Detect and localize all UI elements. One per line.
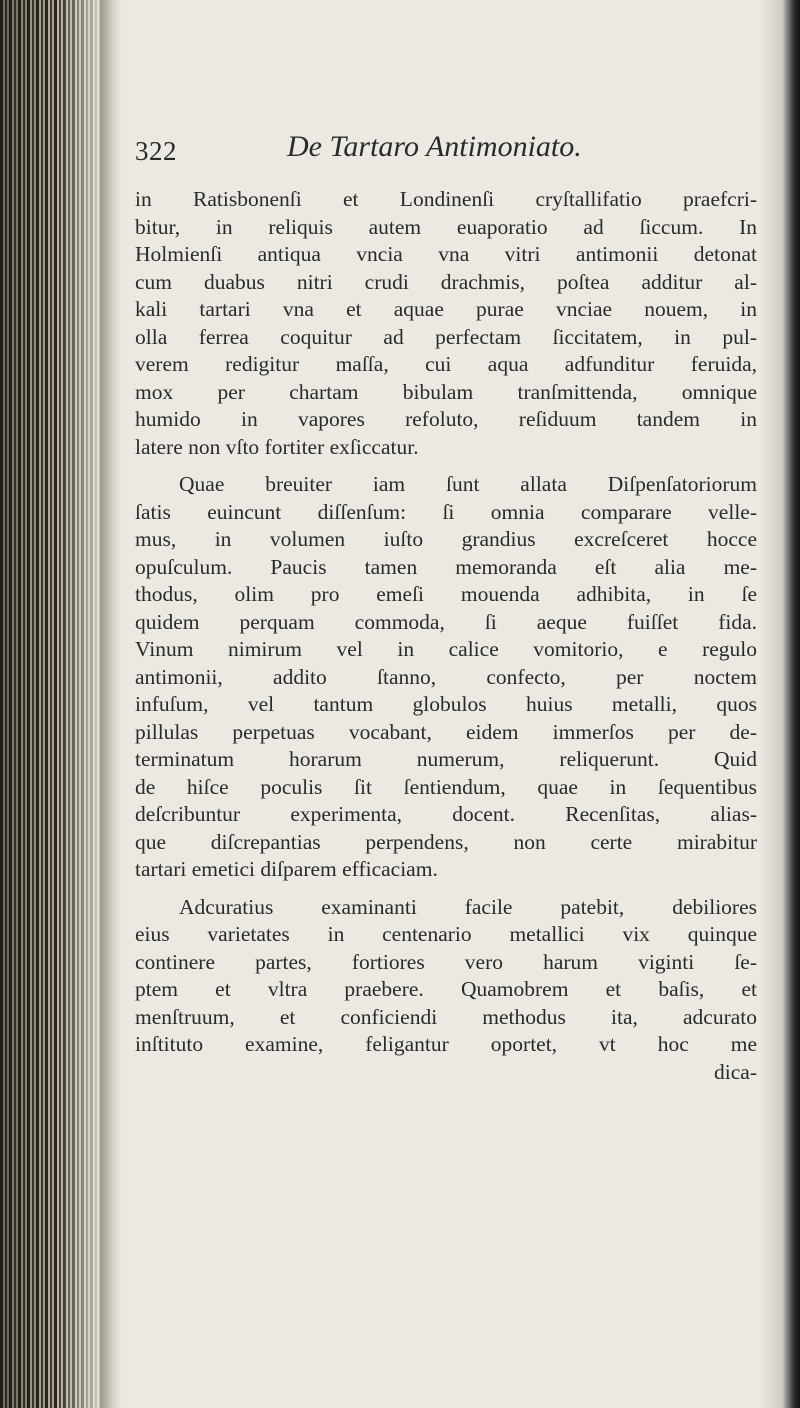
text-line: verem redigitur maſſa, cui aqua adfunditur feruida, [135,352,757,376]
text-line: kali tartari vna et aquae purae vnciae nouem, in [135,297,757,321]
text-line: Quae breuiter iam ſunt allata Diſpenſatoriorum [179,472,757,496]
book-page [135,130,775,1086]
paragraph [135,894,775,1059]
text-line: terminatum horarum numerum, reliquerunt. Quid [135,747,757,771]
page-gutter [100,0,122,1408]
text-line: inſtituto examine, feligantur oportet, vt hoc me [135,1032,757,1056]
book-spine [0,0,104,1408]
text-line: mox per chartam bibulam tranſmittenda, omnique [135,379,757,404]
catchword: dica- [714,1059,757,1084]
page-header [135,130,775,174]
text-line: opuſculum. Paucis tamen memoranda eſt alia me- [135,554,757,579]
text-line: Vinum nimirum vel in calice vomitorio, e regulo [135,637,757,661]
text-line: eius varietates in centenario metallici vix quinque [135,922,757,946]
text-line: continere partes, fortiores vero harum viginti ſe- [135,949,757,974]
text-line: pillulas perpetuas vocabant, eidem immerſos per de- [135,719,757,744]
text-line: cum duabus nitri crudi drachmis, poſtea additur al- [135,269,757,294]
text-line: latere non vſto fortiter exſiccatur. [135,434,419,459]
text-line: humido in vapores refoluto, reſiduum tandem in [135,407,757,431]
text-line: infuſum, vel tantum globulos huius metalli, quos [135,692,757,716]
paragraph [135,186,775,461]
text-line: menſtruum, et conficiendi methodus ita, adcurato [135,1004,757,1029]
text-line: tartari emetici diſparem efficaciam. [135,857,438,881]
text-line: ſatis euincunt diſſenſum: ſi omnia comparare velle- [135,499,757,524]
text-line: ptem et vltra praebere. Quamobrem et baſis, et [135,977,757,1001]
text-line: in Ratisbonenſi et Londinenſi cryſtallifatio praefcri- [135,187,757,211]
text-line: olla ferrea coquitur ad perfectam ſiccitatem, in pul- [135,324,757,349]
body-text [135,186,775,1086]
text-line: mus, in volumen iuſto grandius excreſceret hocce [135,527,757,551]
text-line: deſcribuntur experimenta, docent. Recenſitas, alias- [135,802,757,826]
paragraph-gap [135,884,775,894]
page-number: 322 [135,136,177,166]
text-line: de hiſce poculis ſit ſentiendum, quae in ſequentibus [135,774,757,799]
text-line: thodus, olim pro emeſi mouenda adhibita, in ſe [135,582,757,606]
text-line: bitur, in reliquis autem euaporatio ad ſiccum. In [135,214,757,239]
running-title: De Tartaro Antimoniato. [287,130,582,163]
text-line: Holmienſi antiqua vncia vna vitri antimonii detonat [135,242,757,266]
text-line: antimonii, addito ſtanno, confecto, per noctem [135,664,757,689]
paragraph-gap [135,461,775,471]
paragraph [135,471,775,884]
text-line: quidem perquam commoda, ſi aeque fuiſſet fida. [135,609,757,634]
text-line: que diſcrepantias perpendens, non certe mirabitur [135,829,757,854]
text-line: Adcuratius examinanti facile patebit, debiliores [179,894,757,919]
